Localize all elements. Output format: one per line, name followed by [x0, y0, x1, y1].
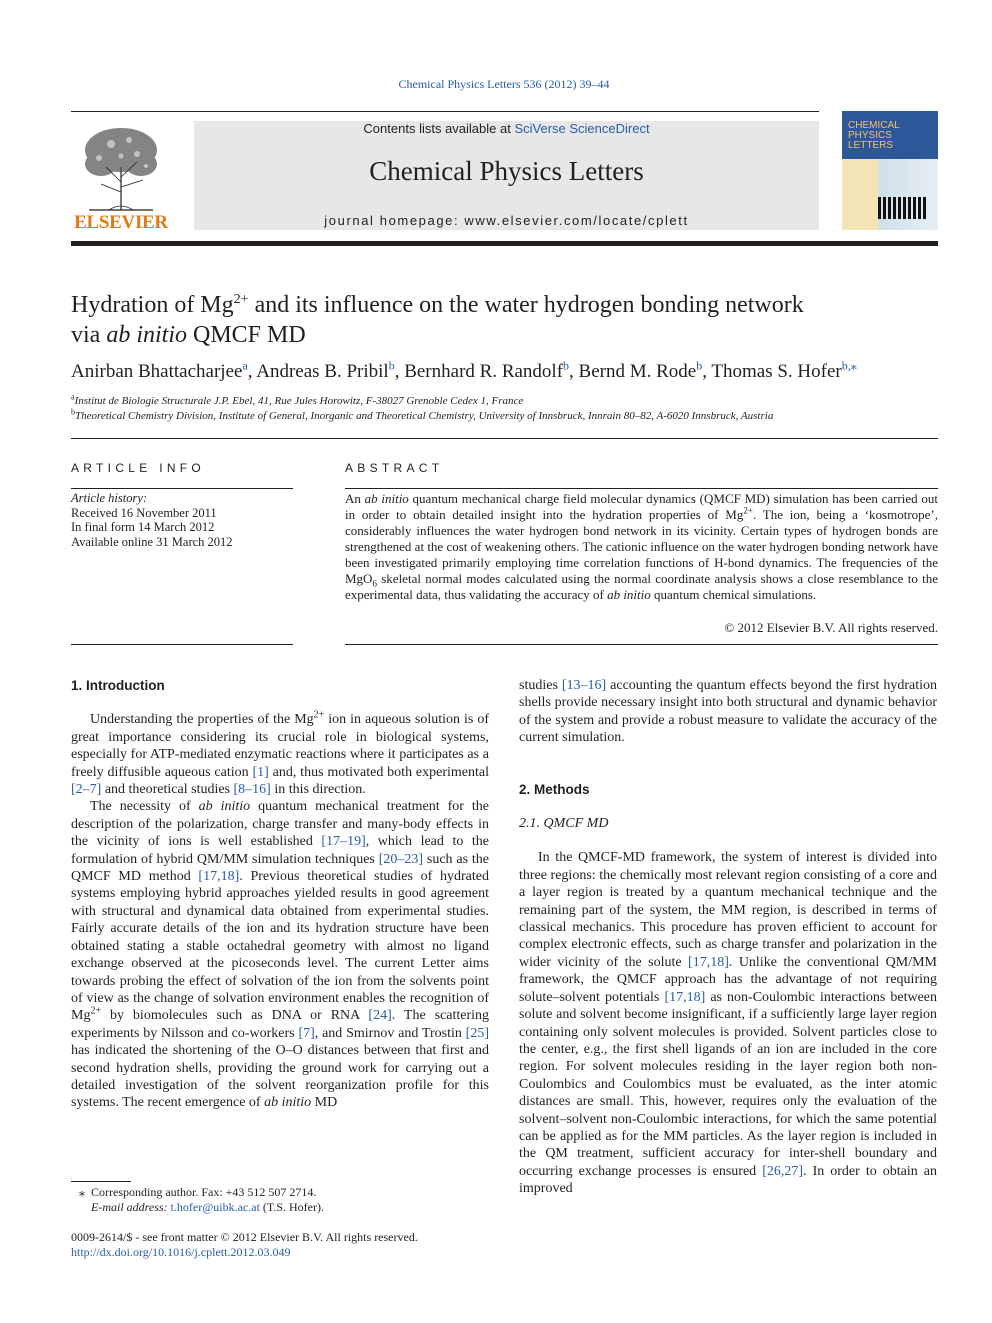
abstract-copyright: © 2012 Elsevier B.V. All rights reserved. — [724, 620, 938, 635]
reference-link[interactable]: [8–16] — [233, 782, 271, 798]
reference-link[interactable]: [17,18] — [198, 869, 240, 885]
journal-cover-thumbnail — [842, 111, 938, 230]
reference-link[interactable]: [13–16] — [561, 678, 607, 693]
header-rule — [71, 111, 819, 112]
author-email-link[interactable]: t.hofer@uibk.ac.at — [170, 1200, 260, 1214]
sciencedirect-link[interactable]: SciVerse ScienceDirect — [514, 121, 650, 136]
reference-link[interactable]: [26,27] — [762, 1163, 804, 1179]
journal-title: Chemical Physics Letters — [369, 156, 644, 186]
reference-link[interactable]: [2–7] — [71, 782, 102, 798]
abstract-rule — [345, 488, 938, 489]
intro-paragraph-2: The necessity of ab initio quantum mechanical treatment for the description of the polarization, charge transfer and many-body effects in the vicinity of ions is well established [17–19], which lead to the formulation of hybrid QM/MM simulation techniques [20–23] such as the QMCF MD method [17,18]. Previous theoretical studies of hydrated systems employing hybrid approaches yielded results in good agreement with structural and dynamical data obtained from experimental studies. Fairly accurate details of the ion and its hydration structure have been obtained stating a stable octahedral geometry with almost no ligand exchange observed at the picoseconds level. The current Letter aims towards probing the effect of solvation of the ion from the solvents point of view as the change of solvation environment enables the recognition of $Mg^{2+}$ by biomolecules such as DNA or RNA [24]. The scattering experiments by Nilsson and co-workers [7], and Smirnov and Trostin [25] has indicated the shortening of the O–O distances between that first and second hydration shells, providing the ground work for carrying out a detailed investigation of the solvent reorganization profile for this systems. The recent emergence of ab initio MD — [71, 799, 490, 1111]
body-left-column — [71, 677, 489, 1112]
journal-citation[interactable]: Chemical Physics Letters 536 (2012) 39–44 — [398, 77, 610, 91]
history-received: Received 16 November 2011 — [71, 505, 217, 520]
reference-link[interactable]: [1] — [252, 764, 269, 780]
author-affiliation-mark[interactable]: b,⁎ — [841, 358, 857, 373]
reference-link[interactable]: [17–19] — [321, 834, 366, 850]
header-thick-rule — [71, 241, 938, 246]
cover-title: CHEMICAL PHYSICS LETTERS — [848, 120, 900, 151]
abstract-bottom-rule — [345, 644, 938, 645]
contents-line: Contents lists available at SciVerse ScienceDirect — [363, 121, 650, 136]
abstract-heading: ABSTRACT — [345, 461, 444, 475]
intro-paragraph-1: Understanding the properties of the $Mg^{2+}$ ion in aqueous solution is of great importance considering its crucial role in biological systems, especially for ATP-mediated enzymatic reactions where it participates as a freely diffusible aqueous cation [1] and, thus motivated both experimental [2–7] and theoretical studies [8–16] in this direction. — [71, 709, 489, 798]
cover-barcode-art — [878, 197, 928, 219]
author-name: Bernhard R. Randolf — [404, 361, 564, 382]
reference-link[interactable]: [7] — [298, 1025, 315, 1041]
doi-link[interactable]: http://dx.doi.org/10.1016/j.cplett.2012.03.049 — [71, 1245, 291, 1259]
article-history: Article history: Received 16 November 2011 In final form 14 March 2012 Available online 31 March 2012 — [71, 491, 293, 549]
methods-paragraph-1: In the QMCF-MD framework, the system of interest is divided into three regions: the chemically most relevant region consisting of a core and a layer region is treated by a quantum mechanical technique and the remaining part of the system, the MM region, is described in terms of classical mechanics. This procedure has proven efficient to account for complex electronic effects, such as charge transfer and polarization in the wider vicinity of the solute [17,18]. Unlike the conventional QM/MM framework, the QMCF approach has the advantage of not requiring solute–solvent potentials [17,18] as non-Coulombic interactions between solute and solvent become insignificant, if a sufficiently large layer region containing only solvent molecules is provided. Solvent particles close to the center, e.g., the first shell ligands of an ion are included in the core region. For solvent molecules residing in the layer region both non-Coulombics and Coulombics must be evaluated, as the inter atomic distances are small. This, however, requires only the evaluation of the solvent–solvent non-Coulombic interactions, for which the same potential can be applied as for the MM particles. As the layer region is included in the QM treatment, sufficient accuracy for inter-shell boundary and occurring exchange processes is ensured [26,27]. In order to obtain an improved — [519, 850, 938, 1197]
affiliation-b: $^b$Theoretical Chemistry Division, Institute of General, Inorganic and Theoretical Chemistry, University of Innsbruck, Innrain 80–82, A-6020 Innsbruck, Austria — [71, 407, 774, 422]
reference-link[interactable]: [25] — [465, 1025, 489, 1041]
abstract-text: An ab initio quantum mechanical charge field molecular dynamics (QMCF MD) simulation has been carried out in order to obtain detailed insight into the hydration properties of $Mg^{2+}$. The ion, being a ‘kosmotrope’, considerably influences the water hydrogen bond network in its vicinity. Certain types of hydrogen bonds are strengthened at the cost of weakening others. The cationic influence on the water hydrogen bonding network have been investigated primarily employing time correlation functions of H-bond dynamics. The frequencies of the MgO$_6$ skeletal normal modes calculated using the normal coordinate analysis shows a close resemblance to the experimental data, thus validating the accuracy of ab initio quantum chemical simulations. — [345, 491, 939, 602]
reference-link[interactable]: [24] — [368, 1008, 392, 1024]
author-name: Bernd M. Rode — [578, 361, 697, 382]
cover-artwork — [842, 159, 938, 230]
author-affiliation-mark[interactable]: b — [563, 358, 570, 373]
reference-link[interactable]: [17,18] — [664, 989, 706, 1005]
section-methods-heading: 2. Methods — [519, 781, 590, 797]
reference-link[interactable]: [20–23] — [378, 851, 424, 867]
intro-paragraph-3: studies [13–16] accounting the quantum effects beyond the first hydration shells provide necessary insight into both structural and dynamic behavior of the system and provide a robust measure to validate the accuracy of the current simulation. — [519, 678, 938, 746]
article-title: Hydration of $Mg^{2+}$ and its influence on the water hydrogen bonding network via ab initio QMCF MD — [71, 292, 804, 348]
article-info-heading: ARTICLE INFO — [71, 461, 206, 475]
elsevier-wordmark: ELSEVIER — [74, 212, 168, 233]
author-affiliation-mark[interactable]: b — [388, 358, 395, 373]
author-name: Anirban Bhattacharjee — [71, 361, 243, 382]
article-info-rule — [71, 488, 293, 489]
author-affiliation-mark[interactable]: a — [242, 358, 248, 373]
title-rule — [71, 438, 938, 439]
article-info-bottom-rule — [71, 644, 293, 645]
history-final-form: In final form 14 March 2012 — [71, 520, 215, 534]
author-list: Anirban Bhattacharjee$^a$, Andreas B. Pribil$^b$, Bernhard R. Randolf$^b$, Bernd M. Rode$^b$, Thomas S. Hofer$^{b,⁎}$ — [71, 358, 857, 382]
article-meta — [71, 1230, 489, 1260]
author-affiliation-mark[interactable]: b — [696, 358, 703, 373]
corresponding-author-footnote: ⁎ Corresponding author. Fax: +43 512 507 2714. E-mail address: t.hofer@uibk.ac.at (T.S. Hofer). — [79, 1185, 324, 1214]
footnote-rule — [71, 1181, 131, 1182]
body-right-column — [519, 677, 937, 1198]
author-name: Andreas B. Pribil — [256, 361, 389, 382]
reference-link[interactable]: [17,18] — [688, 954, 729, 970]
section-introduction-heading: 1. Introduction — [71, 678, 165, 693]
issn-line: 0009-2614/$ - see front matter © 2012 Elsevier B.V. All rights reserved. — [71, 1230, 418, 1244]
journal-homepage[interactable]: journal homepage: www.elsevier.com/locate/cplett — [324, 213, 689, 228]
history-online: Available online 31 March 2012 — [71, 534, 233, 549]
author-name: Thomas S. Hofer — [711, 361, 842, 382]
affiliation-a: $^a$Institut de Biologie Structurale J.P. Ebel, 41, Rue Jules Horowitz, F-38027 Grenoble Cedex 1, France — [71, 392, 524, 407]
subsection-qmcf-heading: 2.1. QMCF MD — [519, 816, 609, 832]
